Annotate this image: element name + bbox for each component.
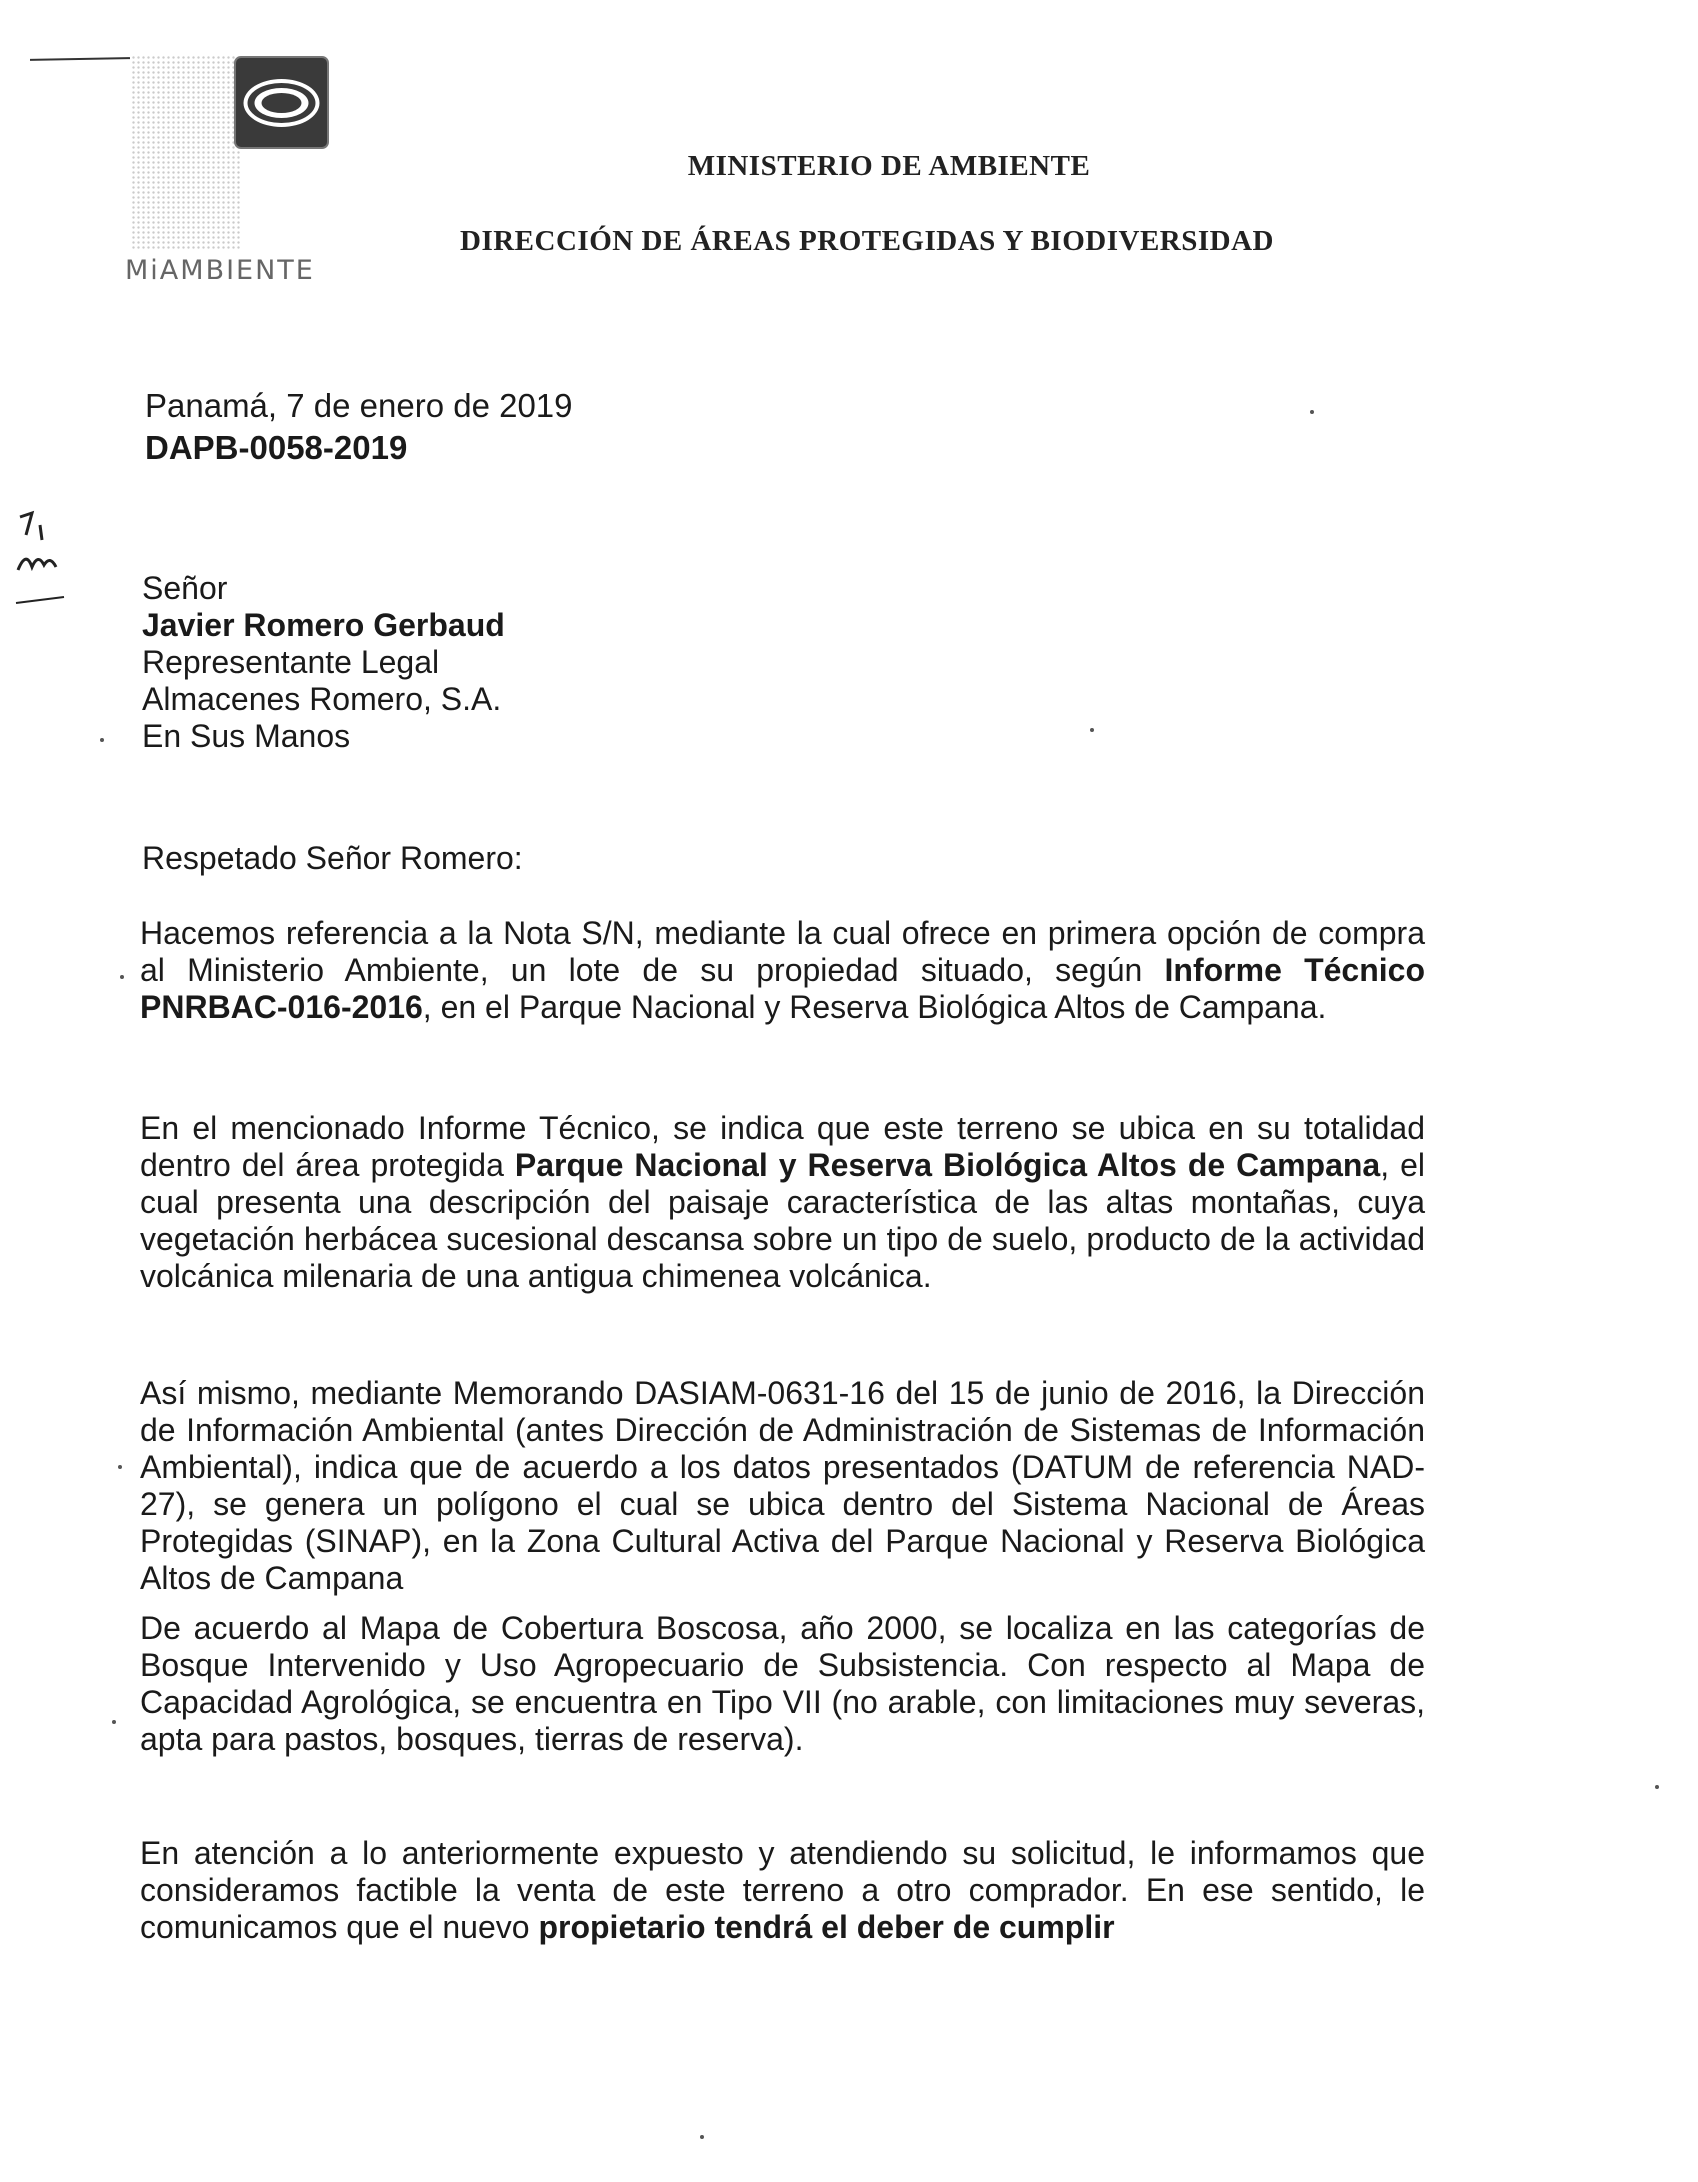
- p5-bold-clause: propietario tendrá el deber de cumplir: [538, 1909, 1115, 1945]
- scan-speck: [1310, 410, 1314, 414]
- p2-text-a: En el mencionado Informe Técnico, se indica que este terreno se ubica en su totalidad dentro del área protegida: [140, 1110, 1425, 1183]
- p1-text-c: , en el Parque Nacional y Reserva Biológica Altos de Campana.: [422, 989, 1327, 1025]
- scan-speck: [700, 2135, 704, 2139]
- salutation: Respetado Señor Romero:: [142, 840, 523, 876]
- body-paragraph-1: [140, 915, 1425, 1026]
- scan-speck: [120, 975, 124, 979]
- p1-text-a: Hacemos referencia a la Nota S/N, mediante la cual ofrece en primera opción de compra al Ministerio Ambiente, un lote de su propiedad situado, según: [140, 915, 1425, 988]
- p5-text-a: En atención a lo anteriormente expuesto y atendiendo su solicitud, le informamos que consideramos factible la venta de este terreno a otro comprador. En ese sentido, le comunicamos que el nuevo: [140, 1835, 1425, 1945]
- addressee-block: [142, 570, 505, 755]
- body-paragraph-3: Así mismo, mediante Memorando DASIAM-0631-16 del 15 de junio de 2016, la Dirección de Información Ambiental (antes Dirección de Administración de Sistemas de Información Ambiental), indica que de acuerdo a los datos presentados (DATUM de referencia NAD-27), se genera un polígono el cual se ubica dentro del Sistema Nacional de Áreas Protegidas (SINAP), en la Zona Cultural Activa del Parque Nacional y Reserva Biológica Altos de Campana: [140, 1375, 1425, 1596]
- eye-emblem-icon: [233, 55, 330, 150]
- body-paragraph-2: [140, 1110, 1425, 1295]
- addressee-delivery: En Sus Manos: [142, 718, 351, 754]
- addressee-name: Javier Romero Gerbaud: [142, 607, 505, 643]
- p2-park-name: Parque Nacional y Reserva Biológica Altos de Campana: [514, 1147, 1381, 1183]
- addressee-title: Señor: [142, 570, 228, 606]
- scan-speck: [1090, 728, 1094, 732]
- scan-speck: [112, 1720, 116, 1724]
- corner-pen-mark: [30, 57, 130, 61]
- p1-report-ref: Informe Técnico PNRBAC-016-2016: [140, 952, 1425, 1025]
- ministry-name: MINISTERIO DE AMBIENTE: [687, 150, 1091, 182]
- margin-handwritten-mark: [12, 505, 67, 615]
- addressee-company: Almacenes Romero, S.A.: [142, 681, 502, 717]
- dateline: [145, 385, 573, 469]
- directorate-name: DIRECCIÓN DE ÁREAS PROTEGIDAS Y BIODIVERSIDAD: [460, 225, 1274, 257]
- logo-wordmark: MiAMBIENTE: [125, 255, 315, 286]
- body-paragraph-4: De acuerdo al Mapa de Cobertura Boscosa, año 2000, se localiza en las categorías de Bosque Intervenido y Uso Agropecuario de Subsistencia. Con respecto al Mapa de Capacidad Agrológica, se encuentra en Tipo VII (no arable, con limitaciones muy severas, apta para pastos, bosques, tierras de reserva).: [140, 1610, 1425, 1757]
- addressee-role: Representante Legal: [142, 644, 440, 680]
- scan-speck: [1655, 1785, 1659, 1789]
- p2-text-c: , el cual presenta una descripción del paisaje característica de las altas montañas, cuya vegetación herbácea sucesional descansa sobre un tipo de suelo, producto de la actividad volcánica milenaria de una antigua chimenea volcánica.: [140, 1147, 1426, 1294]
- reference-number: DAPB-0058-2019: [145, 429, 408, 466]
- place-date: Panamá, 7 de enero de 2019: [145, 387, 573, 424]
- scan-speck: [100, 738, 104, 742]
- scan-speck: [118, 1465, 122, 1469]
- body-paragraph-5: [140, 1835, 1425, 1946]
